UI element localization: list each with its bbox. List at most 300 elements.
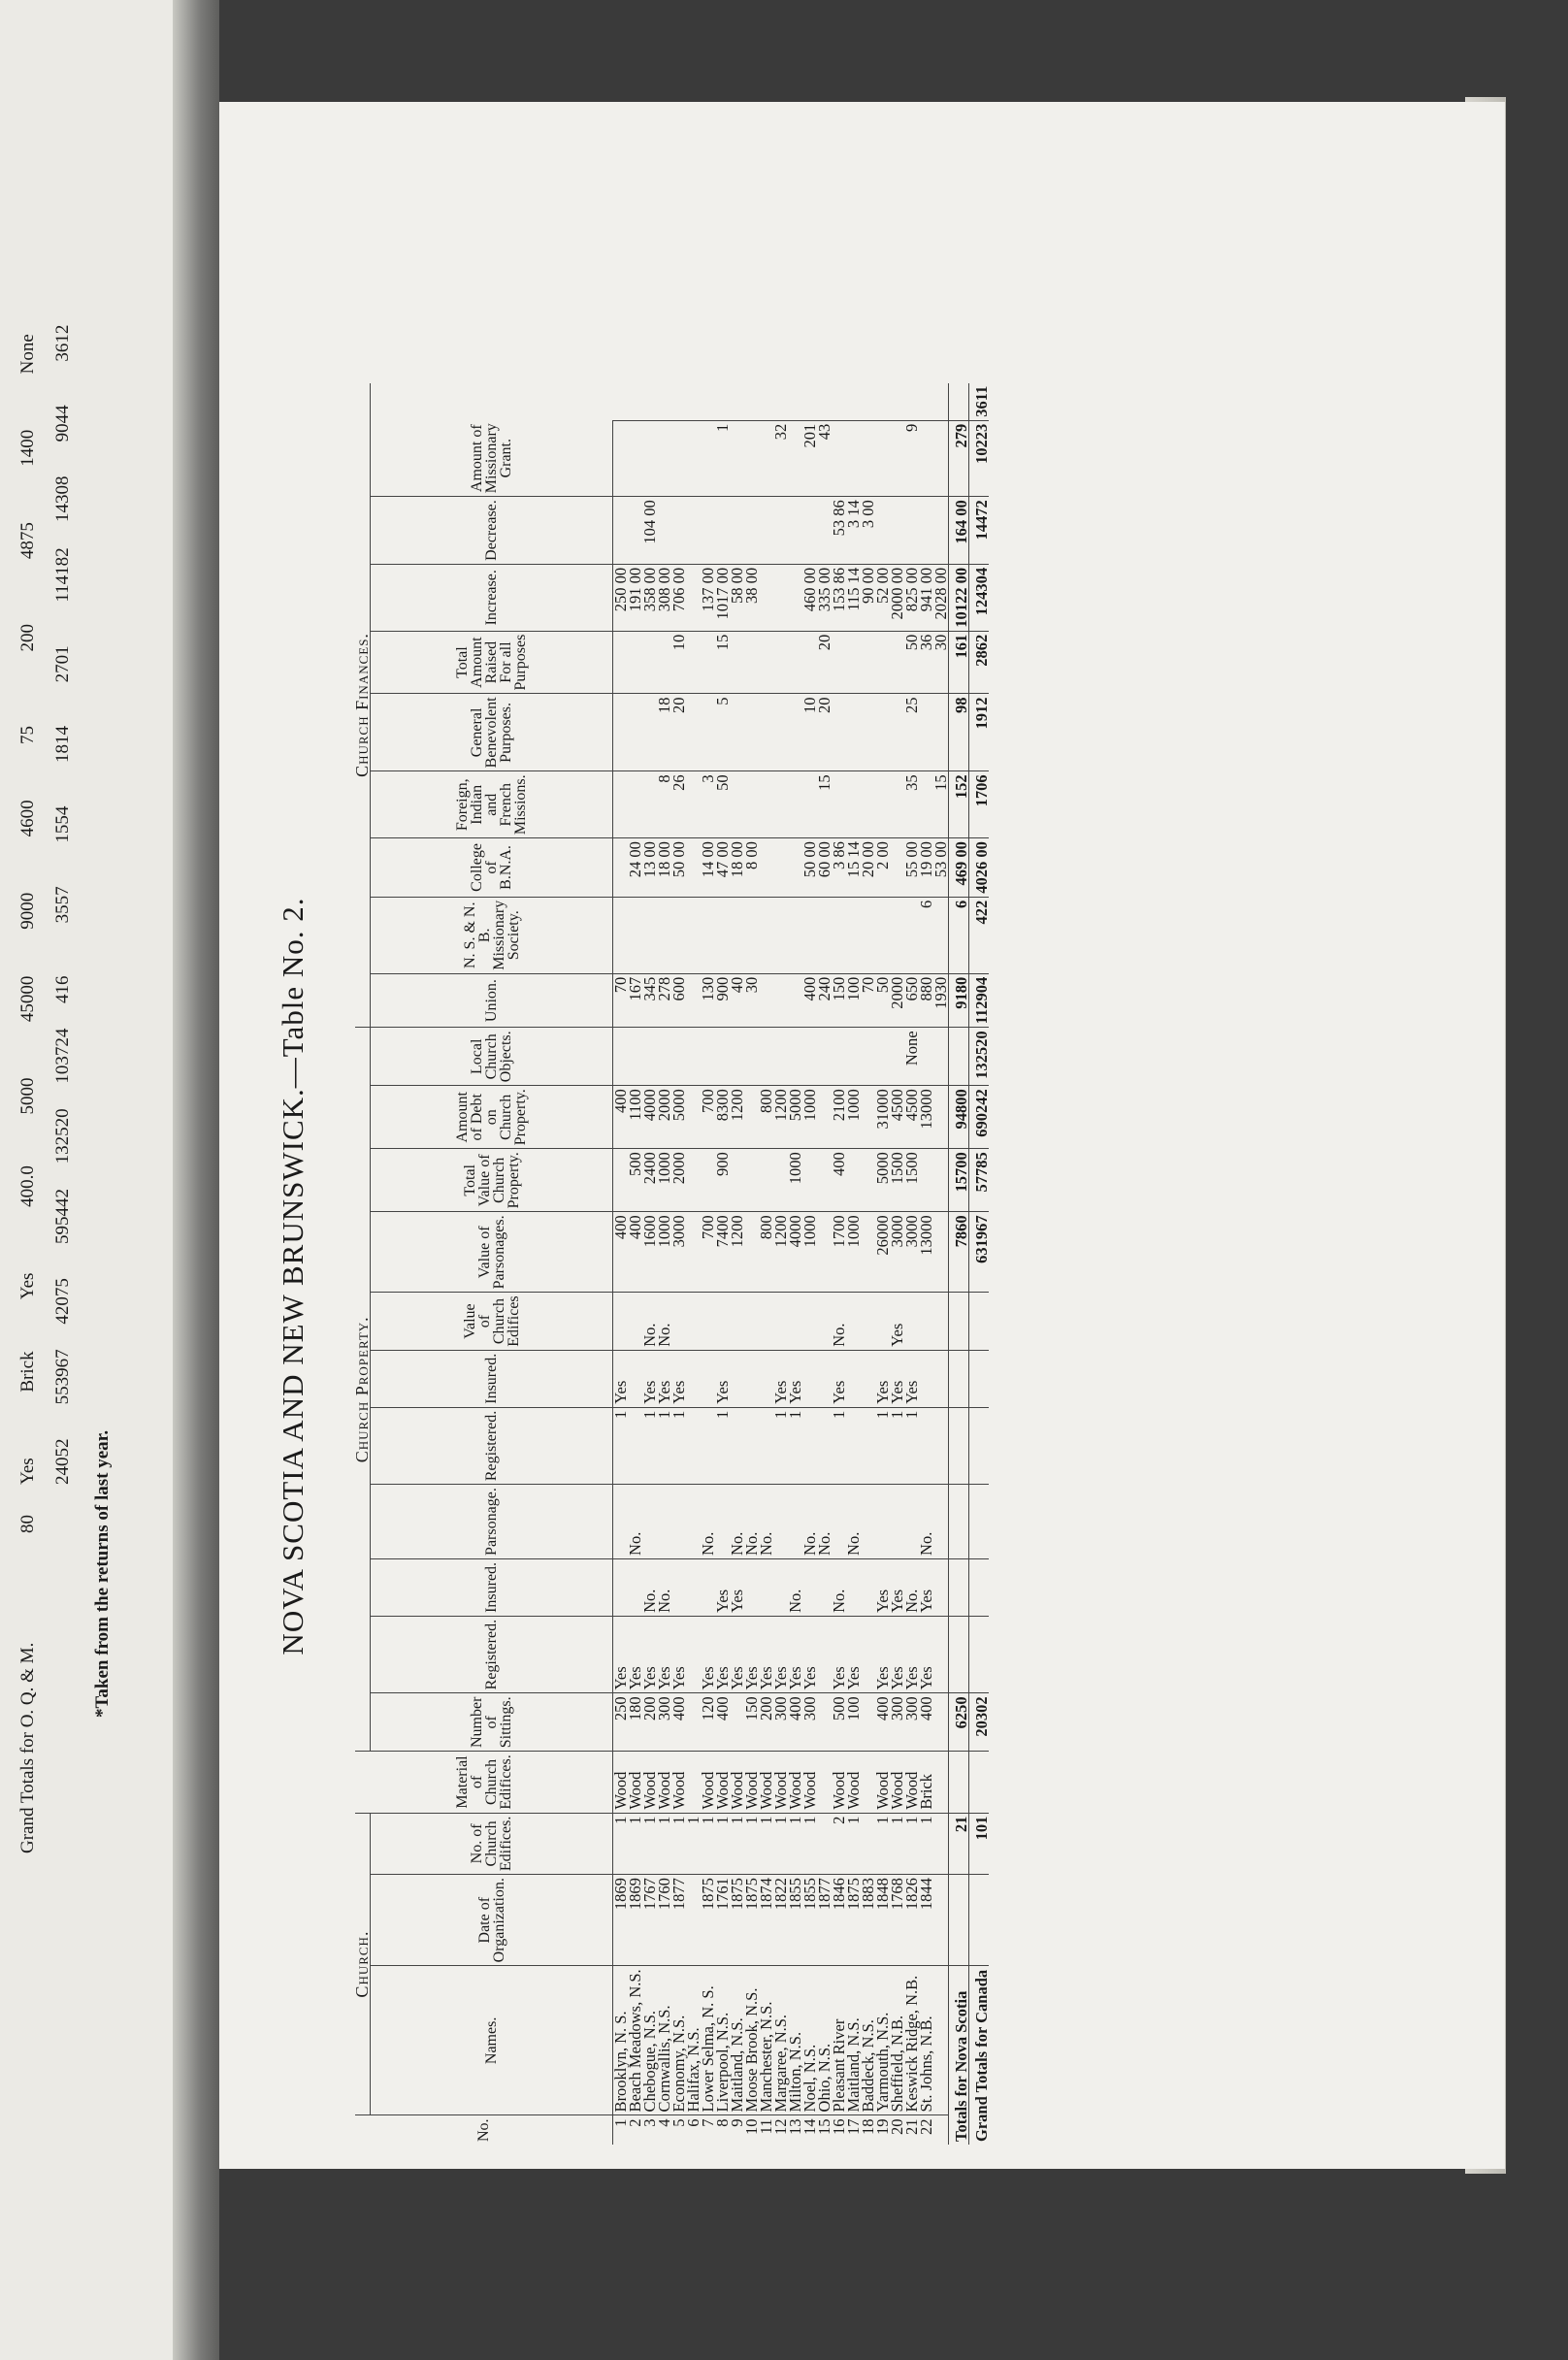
table-cell: Yes: [759, 1616, 773, 1692]
table-cell: 8300: [715, 1086, 730, 1149]
table-cell: Manchester, N.S.: [759, 1966, 773, 2115]
table-cell: [628, 420, 642, 497]
table-cell: Wood: [832, 1752, 846, 1813]
table-cell: [904, 897, 919, 973]
table-cell: [657, 420, 671, 497]
table-cell: 137 00: [701, 564, 715, 631]
table-cell: [773, 973, 788, 1028]
left-value: 132520: [52, 1108, 73, 1164]
table-cell: [802, 497, 817, 565]
left-value: None: [17, 334, 38, 375]
table-cell: Maitland, N.S.: [846, 1966, 861, 2115]
table-cell: [933, 1966, 949, 2115]
header-parsonage: Parsonage.: [371, 1485, 613, 1559]
table-cell: [628, 771, 642, 838]
table-cell: [686, 694, 701, 771]
table-cell: 1: [715, 1813, 730, 1874]
table-cell: 1875: [744, 1875, 759, 1966]
table-cell: [846, 1350, 861, 1407]
table-cell: [759, 564, 773, 631]
left-value: 595442: [52, 1189, 73, 1244]
table-cell: 18 00: [730, 838, 744, 898]
table-cell: Yes: [613, 1350, 629, 1407]
table-cell: [773, 771, 788, 838]
table-row: [671, 383, 686, 2145]
left-grand-totals-no: 80: [17, 1515, 38, 1533]
table-cell: 1000: [788, 1149, 802, 1212]
table-cell: 300: [802, 1693, 817, 1752]
table-cell: [628, 1028, 642, 1086]
totals-cell: 7860: [949, 1212, 969, 1293]
table-cell: 1: [788, 1407, 802, 1484]
table-cell: No.: [832, 1293, 846, 1350]
table-cell: 30: [744, 973, 759, 1028]
totals-cell: [949, 1293, 969, 1350]
table-cell: 14 00: [701, 838, 715, 898]
table-cell: 400: [671, 1693, 686, 1752]
totals-cell: [949, 1875, 969, 1966]
table-cell: 1: [642, 1407, 657, 1484]
table-cell: Yes: [890, 1293, 904, 1350]
group-church: Church.: [355, 1813, 371, 2115]
table-cell: 706 00: [671, 564, 686, 631]
table-cell: [933, 1407, 949, 1484]
table-cell: No.: [802, 1485, 817, 1559]
table-cell: 3000: [904, 1212, 919, 1293]
table-cell: [802, 1407, 817, 1484]
left-grand-totals-values: [52, 272, 76, 1485]
table-cell: Yes: [715, 1350, 730, 1407]
table-cell: 1: [613, 1813, 629, 1874]
left-value: 1554: [52, 805, 73, 843]
table-cell: [744, 1350, 759, 1407]
table-cell: [875, 897, 890, 973]
table-cell: [846, 694, 861, 771]
table-cell: [715, 897, 730, 973]
table-cell: [875, 631, 890, 694]
table-cell: [817, 383, 832, 421]
table-cell: Wood: [904, 1752, 919, 1813]
totals-cell: 112904: [969, 973, 990, 1028]
table-cell: 1883: [861, 1875, 875, 1966]
table-cell: 1: [744, 1813, 759, 1874]
table-cell: 13000: [919, 1212, 933, 1293]
totals-cell: [949, 1485, 969, 1559]
totals-cell: 164 00: [949, 497, 969, 565]
totals-cell: 3611: [969, 383, 990, 421]
table-cell: 1600: [642, 1212, 657, 1293]
table-cell: [933, 1752, 949, 1813]
table-cell: 11: [757, 2118, 775, 2135]
table-cell: [919, 694, 933, 771]
table-cell: [613, 631, 629, 694]
table-cell: 20: [888, 2118, 906, 2135]
table-cell: [744, 771, 759, 838]
totals-cell: 15700: [949, 1149, 969, 1212]
table-cell: [657, 1028, 671, 1086]
table-cell: 2: [832, 1813, 846, 1874]
table-cell: [657, 1485, 671, 1559]
table-cell: 8 00: [744, 838, 759, 898]
totals-cell: 94800: [949, 1086, 969, 1149]
table-cell: [686, 420, 701, 497]
header-local: Local Church Objects.: [371, 1028, 613, 1086]
totals-cell: [949, 383, 969, 421]
table-cell: 1: [730, 1813, 744, 1874]
table-cell: Yes: [730, 1616, 744, 1692]
table-cell: [686, 631, 701, 694]
table-cell: 1200: [730, 1086, 744, 1149]
totals-cell: [969, 1875, 990, 1966]
left-value: 1814: [52, 726, 73, 763]
table-cell: Yes: [657, 1616, 671, 1692]
table-cell: 500: [628, 1149, 642, 1212]
table-cell: [861, 631, 875, 694]
totals-cell: 124304: [969, 564, 990, 631]
table-cell: 1: [802, 1813, 817, 1874]
table-cell: [861, 1293, 875, 1350]
table-cell: [773, 383, 788, 421]
table-cell: [817, 1407, 832, 1484]
table-cell: Wood: [730, 1752, 744, 1813]
left-value: 3557: [52, 886, 73, 924]
table-cell: 1: [686, 1813, 701, 1874]
table-cell: [773, 631, 788, 694]
table-cell: [933, 1485, 949, 1559]
table-cell: [846, 1028, 861, 1086]
table-cell: [759, 973, 773, 1028]
table-cell: [730, 631, 744, 694]
header-date: Date of Organization.: [371, 1875, 613, 1966]
table-cell: 5000: [875, 1149, 890, 1212]
totals-row: [969, 383, 990, 2145]
left-value: 553967: [52, 1349, 73, 1405]
table-cell: 1: [715, 1407, 730, 1484]
totals-cell: [969, 1558, 990, 1616]
group-property: Church Property.: [355, 1028, 371, 1752]
table-cell: Wood: [628, 1752, 642, 1813]
header-decrease: Decrease.: [371, 497, 613, 565]
table-cell: 1: [628, 1813, 642, 1874]
table-cell: 70: [613, 973, 629, 1028]
table-cell: 3: [640, 2118, 659, 2127]
table-cell: [861, 897, 875, 973]
header-total-raised: Total Amount Raised For all Purposes: [371, 631, 613, 694]
table-cell: 9: [728, 2118, 746, 2127]
table-cell: 300: [773, 1693, 788, 1752]
totals-cell: 101: [969, 1813, 990, 1874]
totals-cell: 631967: [969, 1212, 990, 1293]
left-value: 3612: [52, 324, 73, 362]
table-cell: [904, 1293, 919, 1350]
totals-cell: 14472: [969, 497, 990, 565]
table-cell: [773, 838, 788, 898]
table-cell: [613, 1293, 629, 1350]
table-cell: No.: [744, 1485, 759, 1559]
table-cell: [701, 897, 715, 973]
table-cell: [919, 383, 933, 421]
table-cell: Margaree, N.S.: [773, 1966, 788, 2115]
table-cell: Yes: [875, 1350, 890, 1407]
table-cell: 13 00: [642, 838, 657, 898]
table-cell: Yes: [919, 1558, 933, 1616]
table-cell: Yes: [919, 1616, 933, 1692]
table-cell: 308 00: [657, 564, 671, 631]
table-cell: Wood: [744, 1752, 759, 1813]
table-cell: Yes: [846, 1616, 861, 1692]
header-union: Union.: [371, 973, 613, 1028]
table-cell: 26000: [875, 1212, 890, 1293]
table-cell: [861, 771, 875, 838]
table-cell: Yes: [671, 1616, 686, 1692]
table-cell: 1000: [657, 1149, 671, 1212]
table-cell: Yes: [890, 1558, 904, 1616]
table-cell: 6: [684, 2118, 702, 2127]
table-cell: [875, 1485, 890, 1559]
table-cell: [890, 420, 904, 497]
table-cell: [671, 1293, 686, 1350]
left-value: 416: [52, 975, 73, 1003]
table-cell: Yes: [715, 1558, 730, 1616]
table-cell: 400: [788, 1693, 802, 1752]
table-cell: Yes: [832, 1350, 846, 1407]
table-cell: Yarmouth, N.S.: [875, 1966, 890, 2115]
table-cell: [701, 497, 715, 565]
table-cell: 5: [715, 694, 730, 771]
table-cell: 25: [904, 694, 919, 771]
table-cell: [773, 497, 788, 565]
table-cell: [686, 1558, 701, 1616]
left-value: 5000: [17, 1077, 38, 1115]
table-cell: 10: [742, 2118, 761, 2135]
table-cell: 12: [771, 2118, 790, 2135]
table-cell: [730, 497, 744, 565]
table-cell: 4000: [642, 1086, 657, 1149]
totals-cell: 1706: [969, 771, 990, 838]
totals-cell: 6250: [949, 1693, 969, 1752]
table-cell: Brick: [919, 1752, 933, 1813]
table-cell: [671, 897, 686, 973]
table-cell: Yes: [788, 1350, 802, 1407]
table-cell: [730, 1028, 744, 1086]
table-cell: 150: [744, 1693, 759, 1752]
table-cell: Wood: [671, 1752, 686, 1813]
header-grant: Amount of Missionary Grant.: [371, 420, 613, 497]
table-cell: 26: [671, 771, 686, 838]
table-cell: [642, 631, 657, 694]
table-cell: 18 00: [657, 838, 671, 898]
table-cell: [861, 1028, 875, 1086]
table-cell: [642, 1028, 657, 1086]
table-cell: Wood: [875, 1752, 890, 1813]
table-cell: [832, 420, 846, 497]
table-cell: [933, 383, 949, 421]
totals-cell: 2862: [969, 631, 990, 694]
table-cell: [875, 383, 890, 421]
table-cell: 1767: [642, 1875, 657, 1966]
table-cell: 100: [846, 973, 861, 1028]
totals-cell: [969, 1407, 990, 1484]
table-cell: 400: [875, 1693, 890, 1752]
table-cell: [890, 897, 904, 973]
table-cell: 1: [773, 1407, 788, 1484]
table-cell: 1855: [802, 1875, 817, 1966]
table-cell: [817, 1028, 832, 1086]
header-college: College of B.N.A.: [371, 838, 613, 898]
table-cell: [890, 383, 904, 421]
table-cell: [933, 1813, 949, 1874]
left-value: 103724: [52, 1028, 73, 1084]
table-cell: [744, 1028, 759, 1086]
table-cell: [701, 1028, 715, 1086]
table-cell: Yes: [904, 1616, 919, 1692]
left-value: 4600: [17, 800, 38, 837]
totals-cell: 57785: [969, 1149, 990, 1212]
table-cell: [759, 1149, 773, 1212]
table-cell: 1869: [628, 1875, 642, 1966]
table-cell: 1: [715, 420, 730, 497]
table-cell: [861, 694, 875, 771]
table-cell: No.: [759, 1485, 773, 1559]
table-cell: [802, 1293, 817, 1350]
left-value: 114182: [52, 547, 73, 603]
table-cell: [773, 694, 788, 771]
table-cell: 400: [613, 1086, 629, 1149]
table-cell: [613, 383, 629, 421]
table-cell: [730, 1407, 744, 1484]
table-cell: 2000: [657, 1086, 671, 1149]
table-cell: 18: [859, 2118, 877, 2135]
table-cell: 2 00: [875, 838, 890, 898]
table-cell: [730, 383, 744, 421]
table-cell: 17: [844, 2118, 863, 2135]
table-cell: [730, 897, 744, 973]
table-cell: 1760: [657, 1875, 671, 1966]
table-cell: [846, 420, 861, 497]
header-foreign: Foreign, Indian and French Missions.: [371, 771, 613, 838]
table-cell: [657, 897, 671, 973]
table-cell: [613, 497, 629, 565]
header-value-edifices: Value of Church Edifices: [371, 1293, 613, 1350]
table-cell: 38 00: [744, 564, 759, 631]
table-cell: 1200: [773, 1086, 788, 1149]
table-cell: [846, 897, 861, 973]
table-cell: [788, 771, 802, 838]
table-cell: [613, 1558, 629, 1616]
table-cell: [933, 420, 949, 497]
table-cell: [802, 1028, 817, 1086]
table-cell: [701, 1407, 715, 1484]
table-cell: Pleasant River: [832, 1966, 846, 2115]
table-cell: [628, 1407, 642, 1484]
table-cell: Cornwallis, N.S.: [657, 1966, 671, 2115]
table-cell: 1: [846, 1813, 861, 1874]
table-cell: [759, 1028, 773, 1086]
table-cell: [759, 838, 773, 898]
table-cell: [671, 420, 686, 497]
table-cell: 1844: [919, 1875, 933, 1966]
table-cell: [919, 1407, 933, 1484]
totals-cell: [949, 1616, 969, 1692]
table-cell: [759, 631, 773, 694]
table-cell: 1869: [613, 1875, 629, 1966]
table-cell: Economy, N.S.: [671, 1966, 686, 2115]
table-cell: 2100: [832, 1086, 846, 1149]
table-cell: [788, 897, 802, 973]
table-cell: [846, 771, 861, 838]
header-sittings: Number of Sittings.: [371, 1693, 613, 1752]
table-cell: 4: [655, 2118, 673, 2127]
table-cell: Ohio, N.S.: [817, 1966, 832, 2115]
table-cell: 150: [832, 973, 846, 1028]
table-cell: 130: [701, 973, 715, 1028]
totals-cell: [949, 1752, 969, 1813]
table-cell: [919, 1028, 933, 1086]
table-cell: Yes: [875, 1616, 890, 1692]
table-cell: [832, 1028, 846, 1086]
table-cell: [744, 383, 759, 421]
table-cell: No.: [919, 1485, 933, 1559]
table-cell: Halifax, N.S.: [686, 1966, 701, 2115]
totals-cell: 98: [949, 694, 969, 771]
table-cell: [671, 1028, 686, 1086]
table-cell: Wood: [759, 1752, 773, 1813]
header-registered: Registered.: [371, 1616, 613, 1692]
table-cell: 20: [817, 694, 832, 771]
table-cell: [701, 383, 715, 421]
table-cell: Yes: [701, 1616, 715, 1692]
table-cell: Moose Brook, N.S.: [744, 1966, 759, 2115]
table-cell: No.: [730, 1485, 744, 1559]
table-cell: Yes: [788, 1616, 802, 1692]
table-cell: 3 86: [832, 838, 846, 898]
table-cell: 1: [671, 1407, 686, 1484]
totals-cell: 4026 00: [969, 838, 990, 898]
table-cell: 1100: [628, 1086, 642, 1149]
table-cell: 3000: [890, 1212, 904, 1293]
table-cell: Maitland, N.S.: [730, 1966, 744, 2115]
table-cell: [730, 771, 744, 838]
table-cell: 1826: [904, 1875, 919, 1966]
table-cell: 1700: [832, 1212, 846, 1293]
table-cell: 3000: [671, 1212, 686, 1293]
table-cell: [759, 897, 773, 973]
table-cell: [890, 1485, 904, 1559]
table-cell: Lower Selma, N. S.: [701, 1966, 715, 2115]
header-p-insured: Insured.: [371, 1350, 613, 1407]
table-cell: [773, 564, 788, 631]
table-cell: 1: [671, 1813, 686, 1874]
table-cell: Yes: [773, 1350, 788, 1407]
table-cell: 400: [715, 1693, 730, 1752]
table-cell: Yes: [890, 1350, 904, 1407]
table-cell: 400: [919, 1693, 933, 1752]
totals-cell: [969, 1350, 990, 1407]
table-cell: [788, 497, 802, 565]
table-cell: Wood: [846, 1752, 861, 1813]
table-cell: None: [904, 1028, 919, 1086]
table-cell: [802, 1350, 817, 1407]
table-cell: 50 00: [671, 838, 686, 898]
table-cell: [861, 1407, 875, 1484]
header-debt: Amount of Debt on Church Property.: [371, 1086, 613, 1149]
table-cell: 180: [628, 1693, 642, 1752]
table-cell: 3 14: [846, 497, 861, 565]
table-cell: [773, 1028, 788, 1086]
table-cell: 20 00: [861, 838, 875, 898]
table-cell: [613, 420, 629, 497]
table-cell: 1: [759, 1813, 773, 1874]
